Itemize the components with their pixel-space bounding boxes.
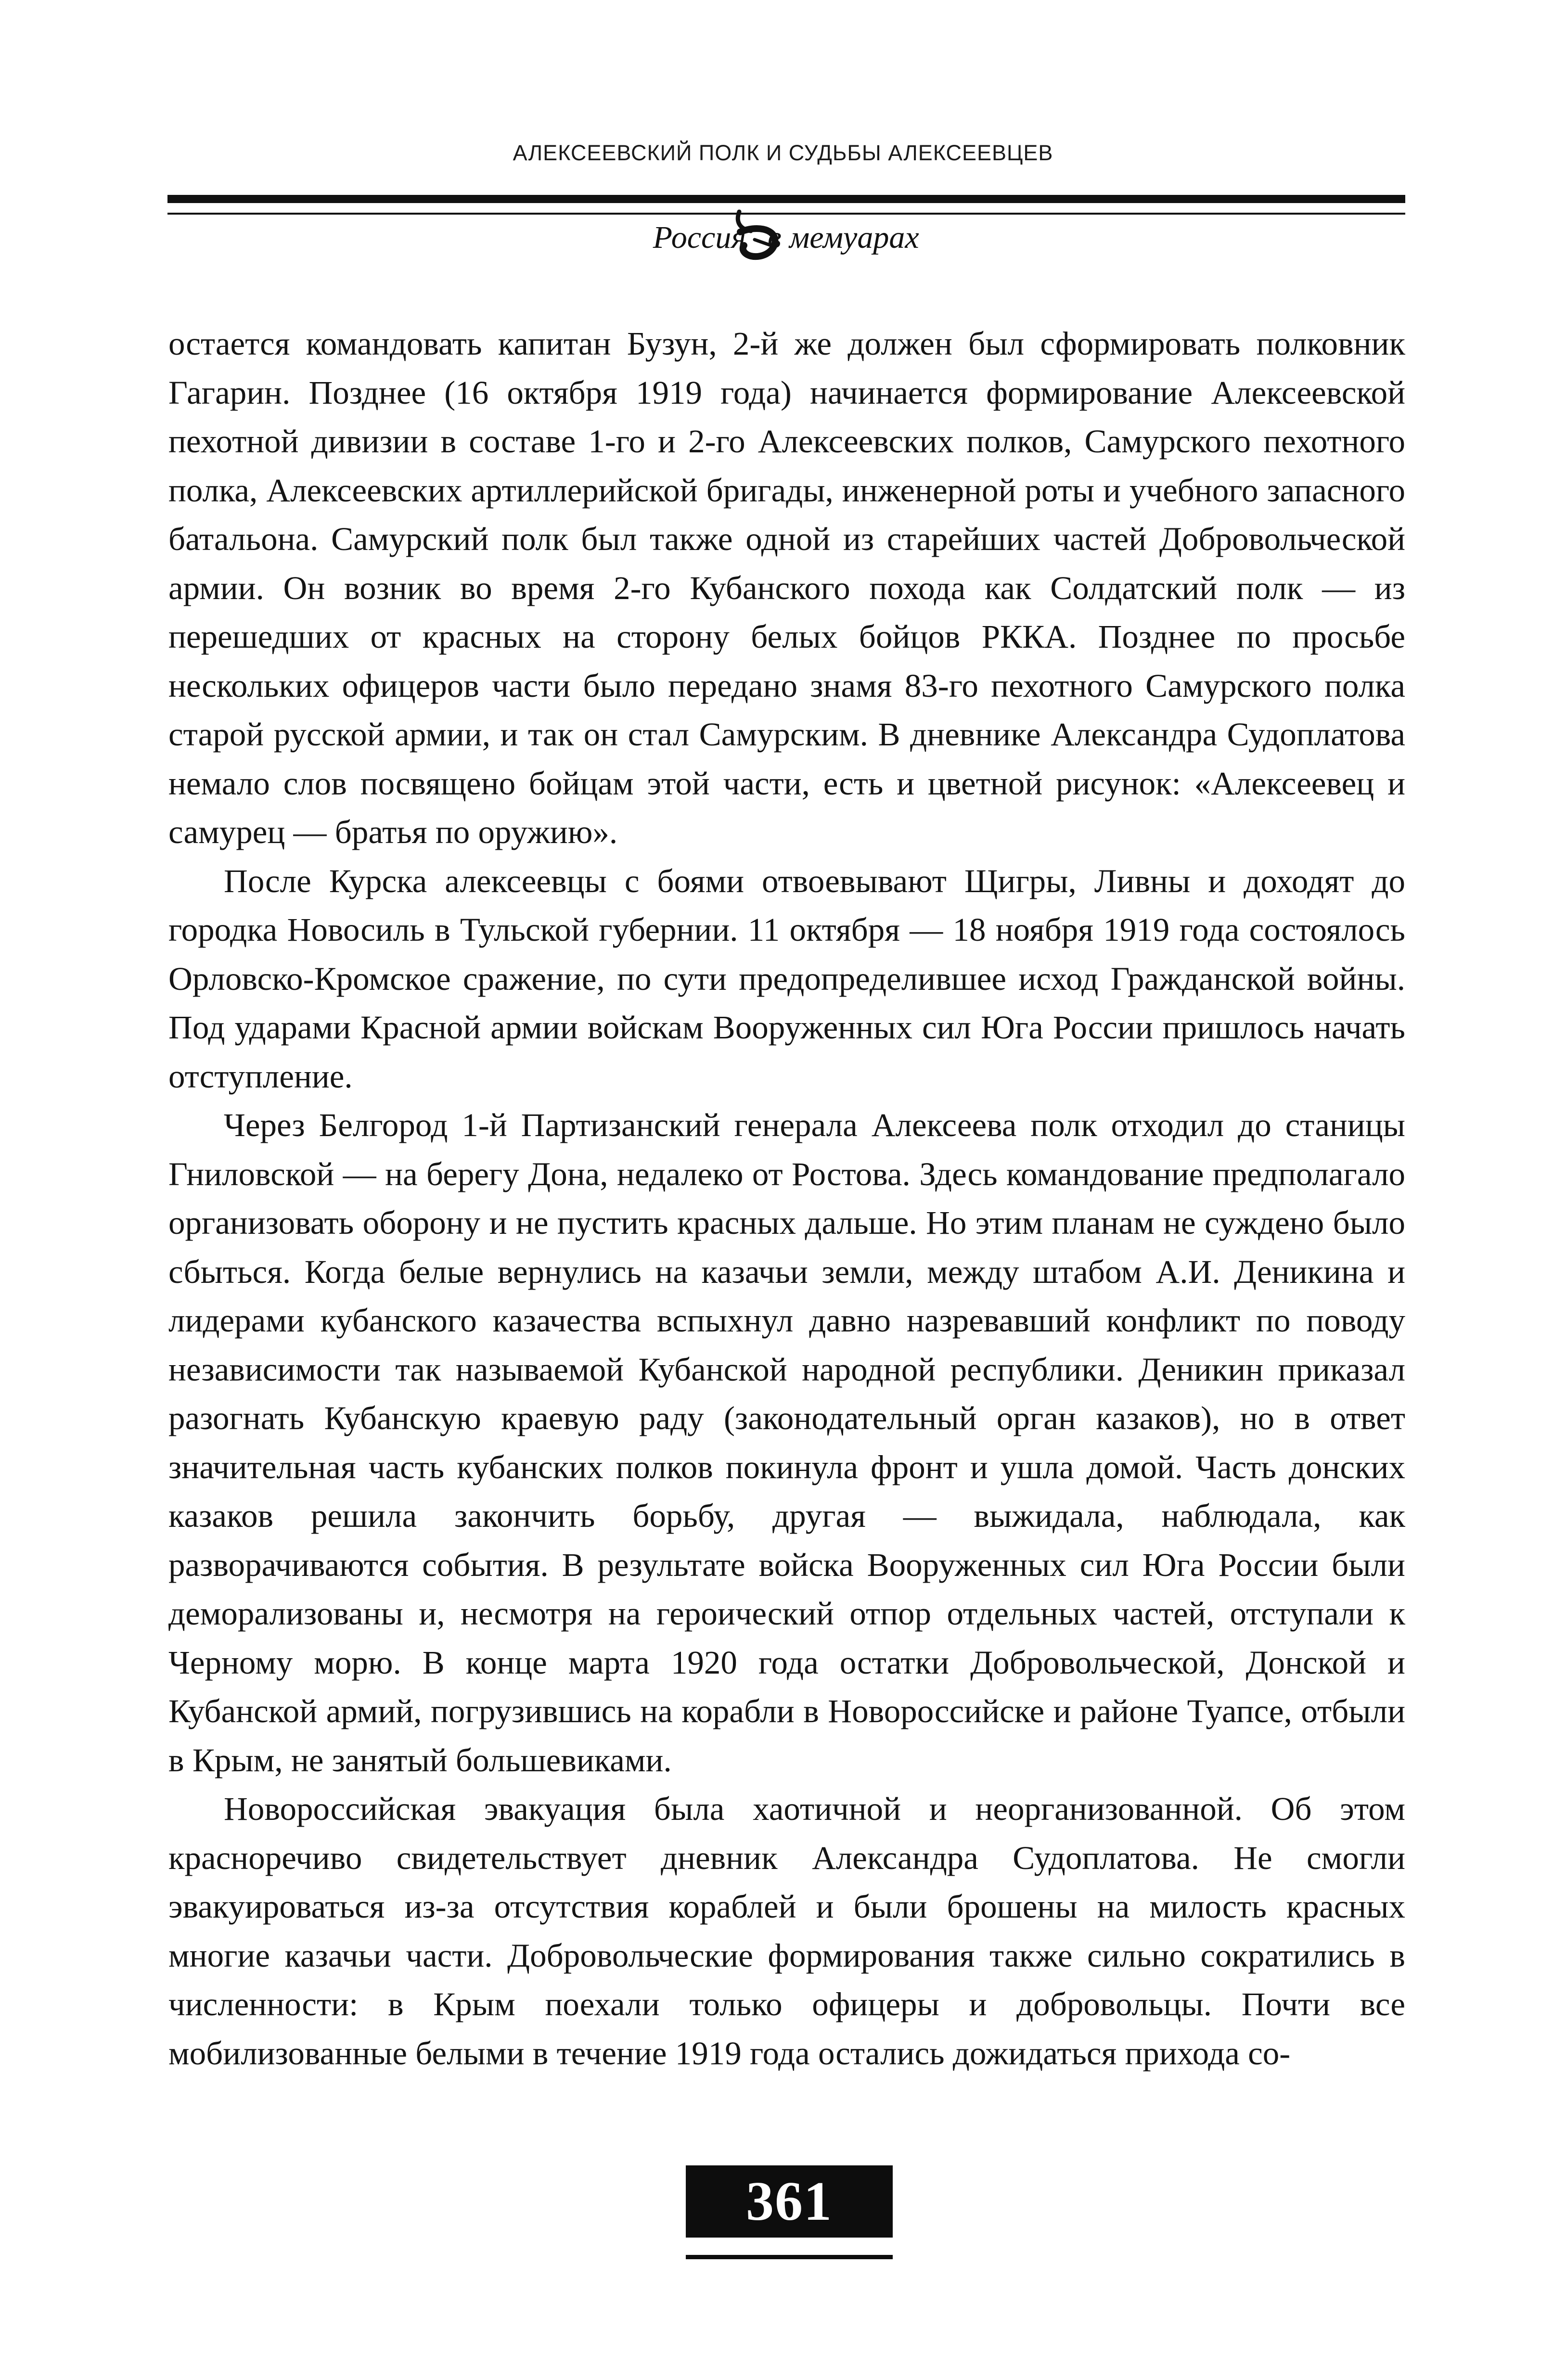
paragraph: Через Белгород 1-й Партизанский генерала Алексеева полк отходил до станицы Гниловской — на берегу Дона, недалеко от Ростова. Здесь командование предполагало организовать оборону и не пустить красных дальше. Но этим планам не суждено было сбыться. Когда белые вернулись на казачьи земли, между штабом А.И. Деникина и лидерами кубанского казачества вспыхнул давно назревавший конфликт по поводу независимости так называемой Кубанской народной республики. Деникин приказал разогнать Кубанскую краевую раду (законодательный орган казаков), но в ответ значительная часть кубанских полков покинула фронт и ушла домой. Часть донских казаков решила закончить борьбу, другая — выжидала, наблюдала, как разворачиваются события. В результате войска Вооруженных сил Юга России были деморализованы и, несмотря на героический отпор отдельных частей, отступали к Черному морю. В конце марта 1920 года остатки Добровольческой, Донской и Кубанской армий, погрузившись на корабли в Новороссийске и районе Туапсе, отбыли в Крым, не занятый большевиками. [168,1107,1405,1779]
series-title-left: Россия [653,220,746,255]
body-text [168,320,1405,2078]
paragraph: После Курска алексеевцы с боями отвоевывают Щигры, Ливны и доходят до городка Новосиль в Тульской губернии. 11 октября — 18 ноября 1919 года состоялось Орловско-Кромское сражение, по сути предопределившее исход Гражданской войны. Под ударами Красной армии войскам Вооруженных сил Юга России пришлось начать отступление. [168,862,1405,1095]
series-title-right: в мемуарах [768,220,919,255]
series-logo [606,218,972,280]
paragraph: остается командовать капитан Бузун, 2-й же должен был сформировать полковник Гагарин. Позднее (16 октября 1919 года) начинается формирование Алексеевской пехотной дивизии в составе 1-го и 2-го Алексеевских полков, Самурского пехотного полка, Алексеевских артиллерийской бригады, инженерной роты и учебного запасного батальона. Самурский полк был также одной из старейших частей Добровольческой армии. Он возник во время 2-го Кубанского похода как Солдатский полк — из перешедших от красных на сторону белых бойцов РККА. Позднее по просьбе нескольких офицеров части было передано знамя 83-го пехотного Самурского полка старой русской армии, и так он стал Самурским. В дневнике Александра Судоплатова немало слов посвящено бойцам этой части, есть и цветной рисунок: «Алексеевец и самурец — братья по оружию». [168,325,1405,850]
page-number-rule [686,2255,893,2259]
paragraph: Новороссийская эвакуация была хаотичной и неорганизованной. Об этом красноречиво свидетельствует дневник Александра Судоплатова. Не смогли эвакуироваться из-за отсутствия кораблей и были брошены на милость красных многие казачьи части. Добровольческие формирования также сильно сократились в численности: в Крым поехали только офицеры и добровольцы. Почти все мобилизованные белыми в течение 1919 года остались дожидаться прихода со- [168,1791,1405,2072]
page-number: 361 [686,2165,893,2238]
running-title: АЛЕКСЕЕВСКИЙ ПОЛК И СУДЬБЫ АЛЕКСЕЕВЦЕВ [513,141,1053,165]
